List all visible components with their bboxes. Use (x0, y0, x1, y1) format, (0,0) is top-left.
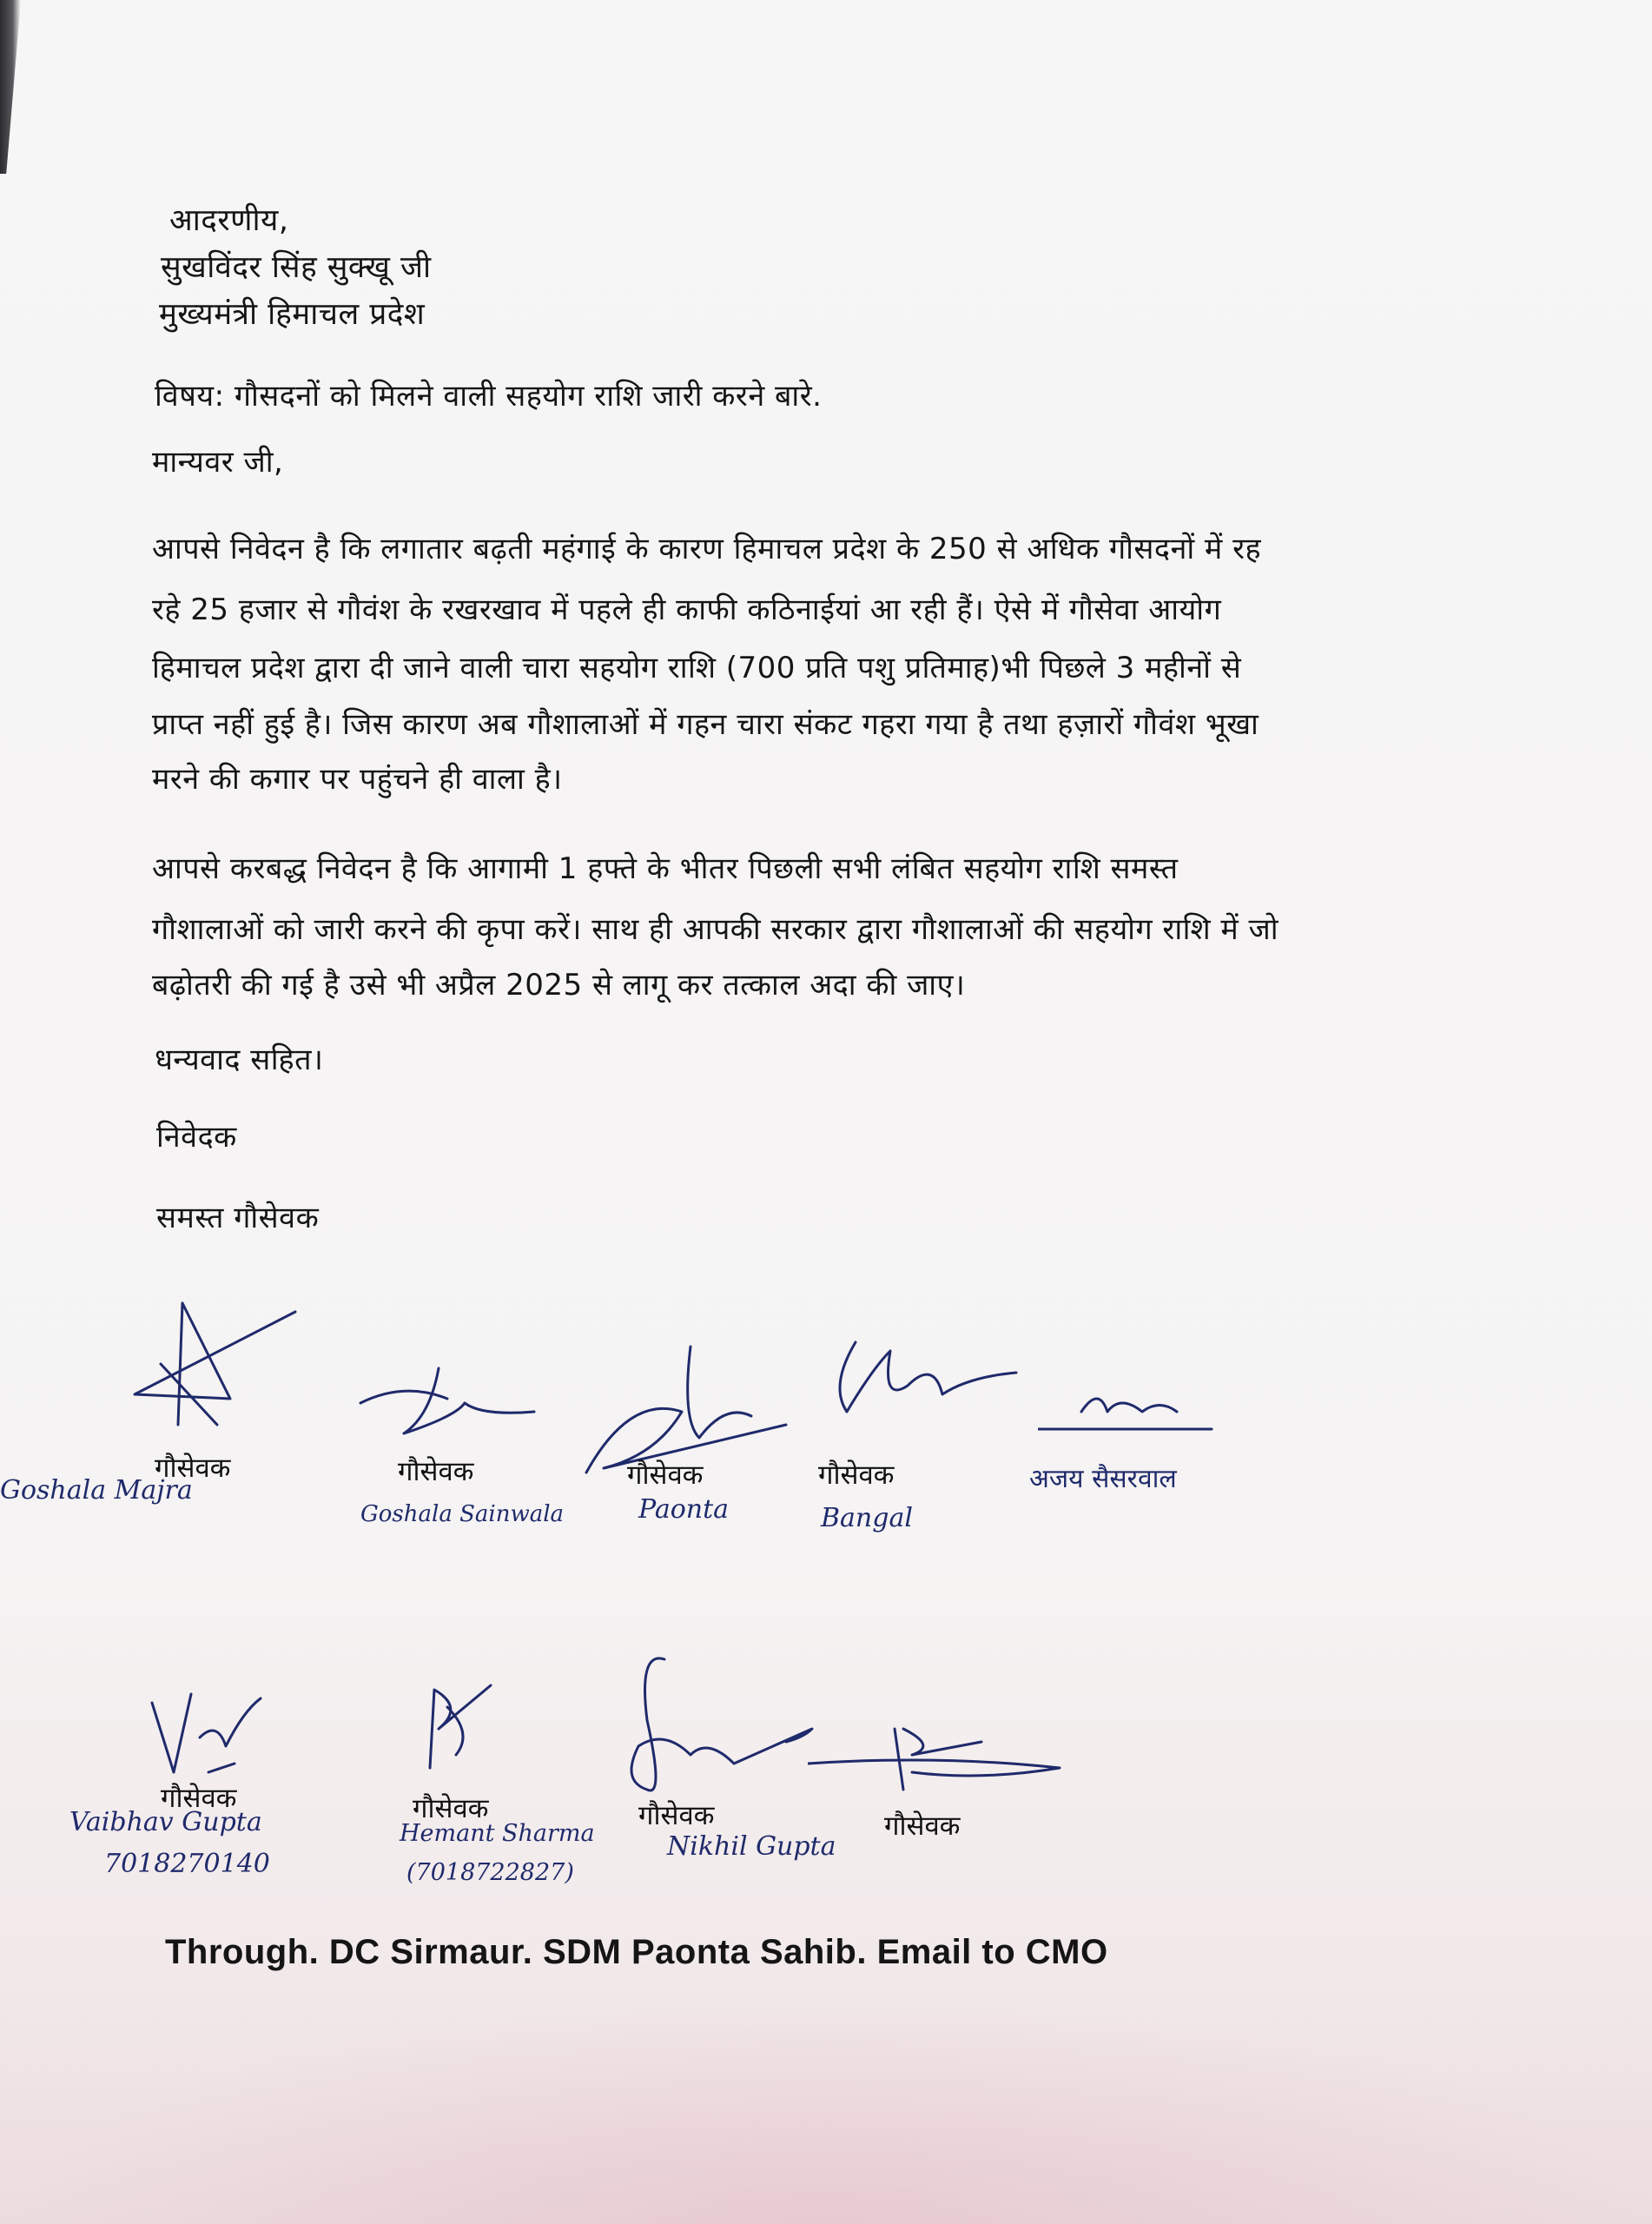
signatory-handwritten-name: Hemant Sharma (400, 1820, 595, 1847)
signatory-role: गौसेवक (161, 1783, 237, 1814)
signatory-phone: (7018722827) (406, 1859, 574, 1886)
signature-mark (1038, 1386, 1220, 1438)
signatory-phone: 7018270140 (104, 1849, 270, 1879)
paragraph-1-line: आपसे निवेदन है कि लगातार बढ़ती महंगाई के कारण हिमाचल प्रदेश के 250 से अधिक गौसदनों में रह (152, 532, 1262, 566)
sender-label: निवेदक (156, 1120, 237, 1155)
signatory-role: गौसेवक (413, 1793, 489, 1824)
signatory-handwritten-name: अजय सैसरवाल (1029, 1464, 1177, 1494)
signatory-handwritten-name: Goshala Sainwala (360, 1501, 565, 1527)
signatory-handwritten-name: Vaibhav Gupta (69, 1807, 262, 1837)
signatory-role: गौसेवक (155, 1453, 231, 1484)
signatory-role: गौसेवक (818, 1460, 895, 1491)
sender-group: समस्त गौसेवक (156, 1201, 320, 1235)
signature-mark (148, 1685, 269, 1781)
greeting: मान्यवर जी, (152, 445, 284, 480)
paragraph-2-line: आपसे करबद्ध निवेदन है कि आगामी 1 हफ्ते के भीतर पिछली सभी लंबित सहयोग राशि समस्त (152, 851, 1179, 886)
signature-mark (821, 1334, 1021, 1438)
salutation: आदरणीय, (169, 203, 289, 238)
signature-mark (808, 1720, 1068, 1798)
recipient-name: सुखविंदर सिंह सुक्खू जी (161, 250, 432, 285)
through-line: Through. DC Sirmaur. SDM Paonta Sahib. Email to CMO (165, 1933, 1108, 1971)
signatory-handwritten-name: Goshala Majra (0, 1475, 193, 1506)
paragraph-2-line: गौशालाओं को जारी करने की कृपा करें। साथ ही आपकी सरकार द्वारा गौशालाओं की सहयोग राशि में जो (152, 912, 1279, 947)
paper-stain (0, 1998, 1652, 2224)
signatory-role: गौसेवक (398, 1456, 474, 1487)
subject-line: विषय: गौसदनों को मिलने वाली सहयोग राशि जारी करने बारे. (155, 379, 823, 414)
signature-mark (130, 1294, 304, 1433)
signatory-handwritten-name: Paonta (638, 1494, 730, 1525)
signature-mark (612, 1642, 821, 1807)
signatory-role: गौसेवक (627, 1460, 704, 1491)
signatory-role: गौसेवक (638, 1800, 715, 1831)
signature-mark (404, 1672, 499, 1772)
closing: धन्यवाद सहित। (155, 1042, 324, 1077)
recipient-title: मुख्यमंत्री हिमाचल प्रदेश (159, 297, 426, 332)
paragraph-1-line: प्राप्त नहीं हुई है। जिस कारण अब गौशालाओं में गहन चारा संकट गहरा गया है तथा हज़ारों गौवंश भूखा (152, 707, 1259, 742)
paragraph-1-line: मरने की कगार पर पहुंचने ही वाला है। (152, 762, 563, 797)
signatory-handwritten-name: Nikhil Gupta (667, 1831, 836, 1862)
paragraph-1-line: हिमाचल प्रदेश द्वारा दी जाने वाली चारा सहयोग राशि (700 प्रति पशु प्रतिमाह)भी पिछले 3 महीनों से (152, 651, 1242, 685)
paragraph-1-line: रहे 25 हजार से गौवंश के रखरखाव में पहले ही काफी कठिनाईयां आ रही हैं। ऐसे में गौसेवा आयोग (152, 592, 1222, 627)
paragraph-2-line: बढ़ोतरी की गई है उसे भी अप्रैल 2025 से लागू कर तत्काल अदा की जाए। (152, 968, 966, 1003)
signatory-role: गौसेवक (884, 1810, 961, 1842)
signature-mark (352, 1364, 543, 1442)
signatory-handwritten-name: Bangal (821, 1503, 913, 1533)
